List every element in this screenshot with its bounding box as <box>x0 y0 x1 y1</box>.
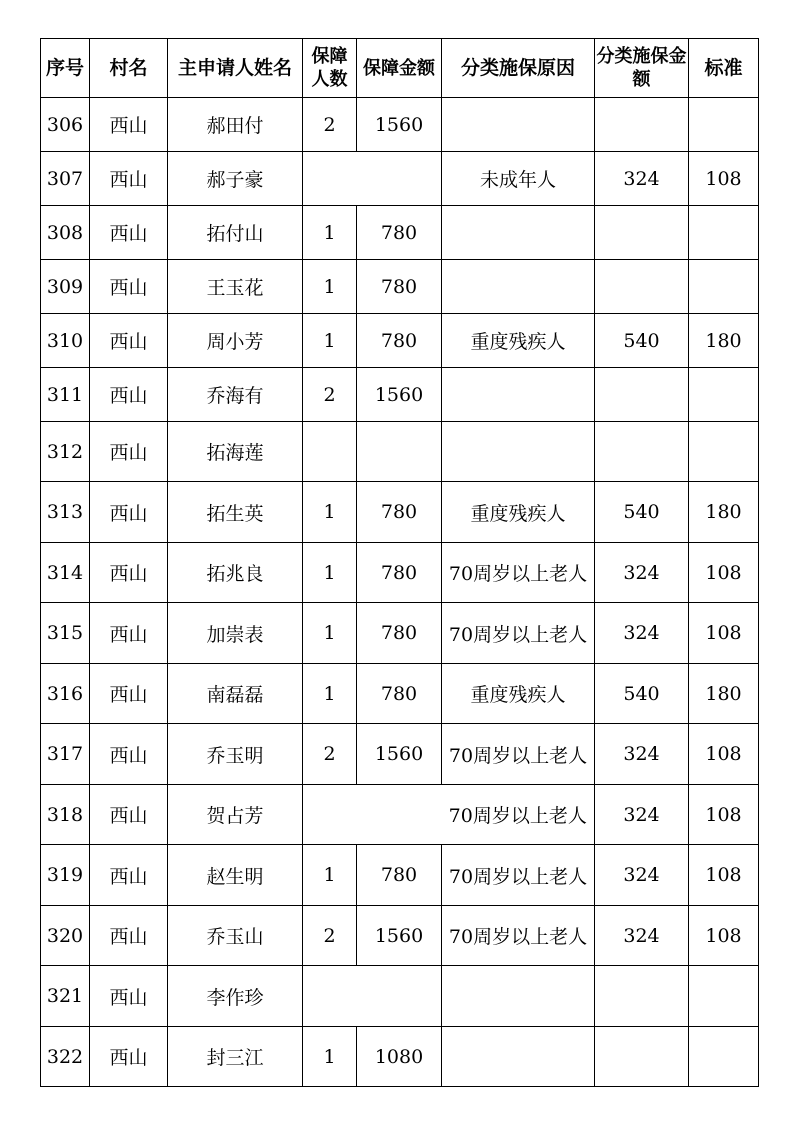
category-reason-cell <box>442 206 595 260</box>
category-reason-cell <box>442 98 595 152</box>
village-name-cell: 西山 <box>90 785 168 845</box>
category-amount-cell: 540 <box>595 664 689 724</box>
covered-amount-cell: 780 <box>357 603 442 664</box>
table-row <box>41 422 759 482</box>
village-name-cell: 西山 <box>90 966 168 1027</box>
category-amount-cell: 324 <box>595 785 689 845</box>
row-index-cell: 314 <box>41 543 90 603</box>
table-row <box>41 724 759 785</box>
category-amount-cell: 540 <box>595 314 689 368</box>
row-index-cell: 312 <box>41 422 90 482</box>
covered-count-cell <box>303 966 357 1027</box>
village-name-cell: 西山 <box>90 664 168 724</box>
applicant-name-cell: 加崇表 <box>168 603 303 664</box>
applicant-name-cell: 拓兆良 <box>168 543 303 603</box>
row-index-cell: 320 <box>41 906 90 966</box>
applicant-name-cell: 拓付山 <box>168 206 303 260</box>
table-row <box>41 368 759 422</box>
covered-count-cell: 2 <box>303 368 357 422</box>
covered-amount-cell <box>357 152 442 206</box>
table-row <box>41 260 759 314</box>
covered-amount-cell: 780 <box>357 664 442 724</box>
village-name-cell: 西山 <box>90 603 168 664</box>
standard-cell <box>689 368 759 422</box>
table-row <box>41 314 759 368</box>
standard-cell: 108 <box>689 543 759 603</box>
standard-cell: 108 <box>689 845 759 906</box>
category-reason-cell: 70周岁以上老人 <box>442 906 595 966</box>
standard-cell: 108 <box>689 724 759 785</box>
village-name-cell: 西山 <box>90 482 168 543</box>
row-index-cell: 318 <box>41 785 90 845</box>
applicant-name-cell: 赵生明 <box>168 845 303 906</box>
category-amount-cell: 324 <box>595 543 689 603</box>
category-reason-cell: 重度残疾人 <box>442 664 595 724</box>
category-amount-cell: 324 <box>595 603 689 664</box>
covered-amount-cell: 1080 <box>357 1027 442 1087</box>
covered-count-cell <box>303 422 357 482</box>
village-name-cell: 西山 <box>90 724 168 785</box>
covered-amount-cell <box>357 785 442 845</box>
category-amount-cell: 324 <box>595 152 689 206</box>
row-index-cell: 321 <box>41 966 90 1027</box>
village-name-cell: 西山 <box>90 368 168 422</box>
covered-count-cell: 2 <box>303 906 357 966</box>
standard-cell <box>689 206 759 260</box>
standard-cell: 108 <box>689 603 759 664</box>
table-row <box>41 906 759 966</box>
table-row <box>41 603 759 664</box>
row-index-cell: 310 <box>41 314 90 368</box>
header-category-reason: 分类施保原因 <box>442 39 595 98</box>
applicant-name-cell: 郝田付 <box>168 98 303 152</box>
header-category-amount: 分类施保金额 <box>595 39 689 98</box>
header-covered-amount: 保障金额 <box>357 39 442 98</box>
table-row <box>41 845 759 906</box>
category-reason-cell <box>442 260 595 314</box>
applicant-name-cell: 王玉花 <box>168 260 303 314</box>
applicant-name-cell: 贺占芳 <box>168 785 303 845</box>
covered-amount-cell <box>357 422 442 482</box>
category-reason-cell <box>442 422 595 482</box>
category-reason-cell: 70周岁以上老人 <box>442 603 595 664</box>
standard-cell: 108 <box>689 906 759 966</box>
village-name-cell: 西山 <box>90 845 168 906</box>
category-amount-cell <box>595 1027 689 1087</box>
category-amount-cell: 324 <box>595 724 689 785</box>
covered-amount-cell <box>357 966 442 1027</box>
standard-cell: 180 <box>689 664 759 724</box>
table-row <box>41 152 759 206</box>
table-row <box>41 543 759 603</box>
category-amount-cell <box>595 98 689 152</box>
village-name-cell: 西山 <box>90 906 168 966</box>
header-covered-count: 保障人数 <box>303 39 357 98</box>
applicant-name-cell: 拓海莲 <box>168 422 303 482</box>
applicant-name-cell: 乔玉明 <box>168 724 303 785</box>
standard-cell <box>689 1027 759 1087</box>
covered-amount-cell: 1560 <box>357 368 442 422</box>
category-reason-cell: 70周岁以上老人 <box>442 845 595 906</box>
category-amount-cell: 324 <box>595 845 689 906</box>
covered-count-cell: 1 <box>303 482 357 543</box>
row-index-cell: 307 <box>41 152 90 206</box>
row-index-cell: 313 <box>41 482 90 543</box>
table-body <box>41 98 759 1087</box>
category-amount-cell <box>595 368 689 422</box>
category-amount-cell <box>595 422 689 482</box>
assistance-table <box>40 38 759 1087</box>
applicant-name-cell: 郝子豪 <box>168 152 303 206</box>
village-name-cell: 西山 <box>90 1027 168 1087</box>
header-village: 村名 <box>90 39 168 98</box>
header-index: 序号 <box>41 39 90 98</box>
covered-amount-cell: 780 <box>357 260 442 314</box>
standard-cell: 108 <box>689 152 759 206</box>
standard-cell <box>689 966 759 1027</box>
village-name-cell: 西山 <box>90 260 168 314</box>
covered-count-cell: 2 <box>303 724 357 785</box>
covered-amount-cell: 780 <box>357 206 442 260</box>
applicant-name-cell: 拓生英 <box>168 482 303 543</box>
covered-count-cell: 1 <box>303 314 357 368</box>
covered-amount-cell: 1560 <box>357 724 442 785</box>
standard-cell <box>689 260 759 314</box>
category-amount-cell: 540 <box>595 482 689 543</box>
row-index-cell: 308 <box>41 206 90 260</box>
village-name-cell: 西山 <box>90 206 168 260</box>
category-reason-cell <box>442 368 595 422</box>
covered-count-cell: 1 <box>303 1027 357 1087</box>
category-reason-cell: 70周岁以上老人 <box>442 543 595 603</box>
village-name-cell: 西山 <box>90 543 168 603</box>
village-name-cell: 西山 <box>90 152 168 206</box>
covered-count-cell <box>303 152 357 206</box>
row-index-cell: 311 <box>41 368 90 422</box>
covered-count-cell: 1 <box>303 845 357 906</box>
category-reason-cell: 重度残疾人 <box>442 314 595 368</box>
table-row <box>41 1027 759 1087</box>
category-amount-cell <box>595 966 689 1027</box>
applicant-name-cell: 封三江 <box>168 1027 303 1087</box>
covered-count-cell: 1 <box>303 260 357 314</box>
covered-count-cell: 1 <box>303 603 357 664</box>
category-reason-cell: 70周岁以上老人 <box>442 724 595 785</box>
table-row <box>41 966 759 1027</box>
standard-cell <box>689 422 759 482</box>
village-name-cell: 西山 <box>90 314 168 368</box>
standard-cell: 180 <box>689 314 759 368</box>
row-index-cell: 309 <box>41 260 90 314</box>
row-index-cell: 322 <box>41 1027 90 1087</box>
applicant-name-cell: 乔海有 <box>168 368 303 422</box>
applicant-name-cell: 南磊磊 <box>168 664 303 724</box>
covered-count-cell: 1 <box>303 206 357 260</box>
category-reason-cell <box>442 1027 595 1087</box>
standard-cell <box>689 98 759 152</box>
table-row <box>41 206 759 260</box>
table-row <box>41 785 759 845</box>
covered-amount-cell: 780 <box>357 314 442 368</box>
category-reason-cell: 未成年人 <box>442 152 595 206</box>
covered-count-cell: 1 <box>303 543 357 603</box>
covered-amount-cell: 780 <box>357 543 442 603</box>
row-index-cell: 306 <box>41 98 90 152</box>
category-reason-cell <box>442 966 595 1027</box>
row-index-cell: 319 <box>41 845 90 906</box>
header-row <box>41 39 759 98</box>
standard-cell: 180 <box>689 482 759 543</box>
covered-amount-cell: 1560 <box>357 98 442 152</box>
covered-count-cell: 1 <box>303 664 357 724</box>
table-row <box>41 664 759 724</box>
covered-amount-cell: 1560 <box>357 906 442 966</box>
covered-amount-cell: 780 <box>357 482 442 543</box>
applicant-name-cell: 李作珍 <box>168 966 303 1027</box>
applicant-name-cell: 乔玉山 <box>168 906 303 966</box>
covered-count-cell <box>303 785 357 845</box>
row-index-cell: 317 <box>41 724 90 785</box>
village-name-cell: 西山 <box>90 422 168 482</box>
table-row <box>41 482 759 543</box>
category-amount-cell <box>595 206 689 260</box>
row-index-cell: 316 <box>41 664 90 724</box>
covered-amount-cell: 780 <box>357 845 442 906</box>
category-reason-cell: 70周岁以上老人 <box>442 785 595 845</box>
applicant-name-cell: 周小芳 <box>168 314 303 368</box>
category-amount-cell <box>595 260 689 314</box>
header-applicant-name: 主申请人姓名 <box>168 39 303 98</box>
table-row <box>41 98 759 152</box>
header-standard: 标准 <box>689 39 759 98</box>
covered-count-cell: 2 <box>303 98 357 152</box>
village-name-cell: 西山 <box>90 98 168 152</box>
category-reason-cell: 重度残疾人 <box>442 482 595 543</box>
row-index-cell: 315 <box>41 603 90 664</box>
standard-cell: 108 <box>689 785 759 845</box>
category-amount-cell: 324 <box>595 906 689 966</box>
